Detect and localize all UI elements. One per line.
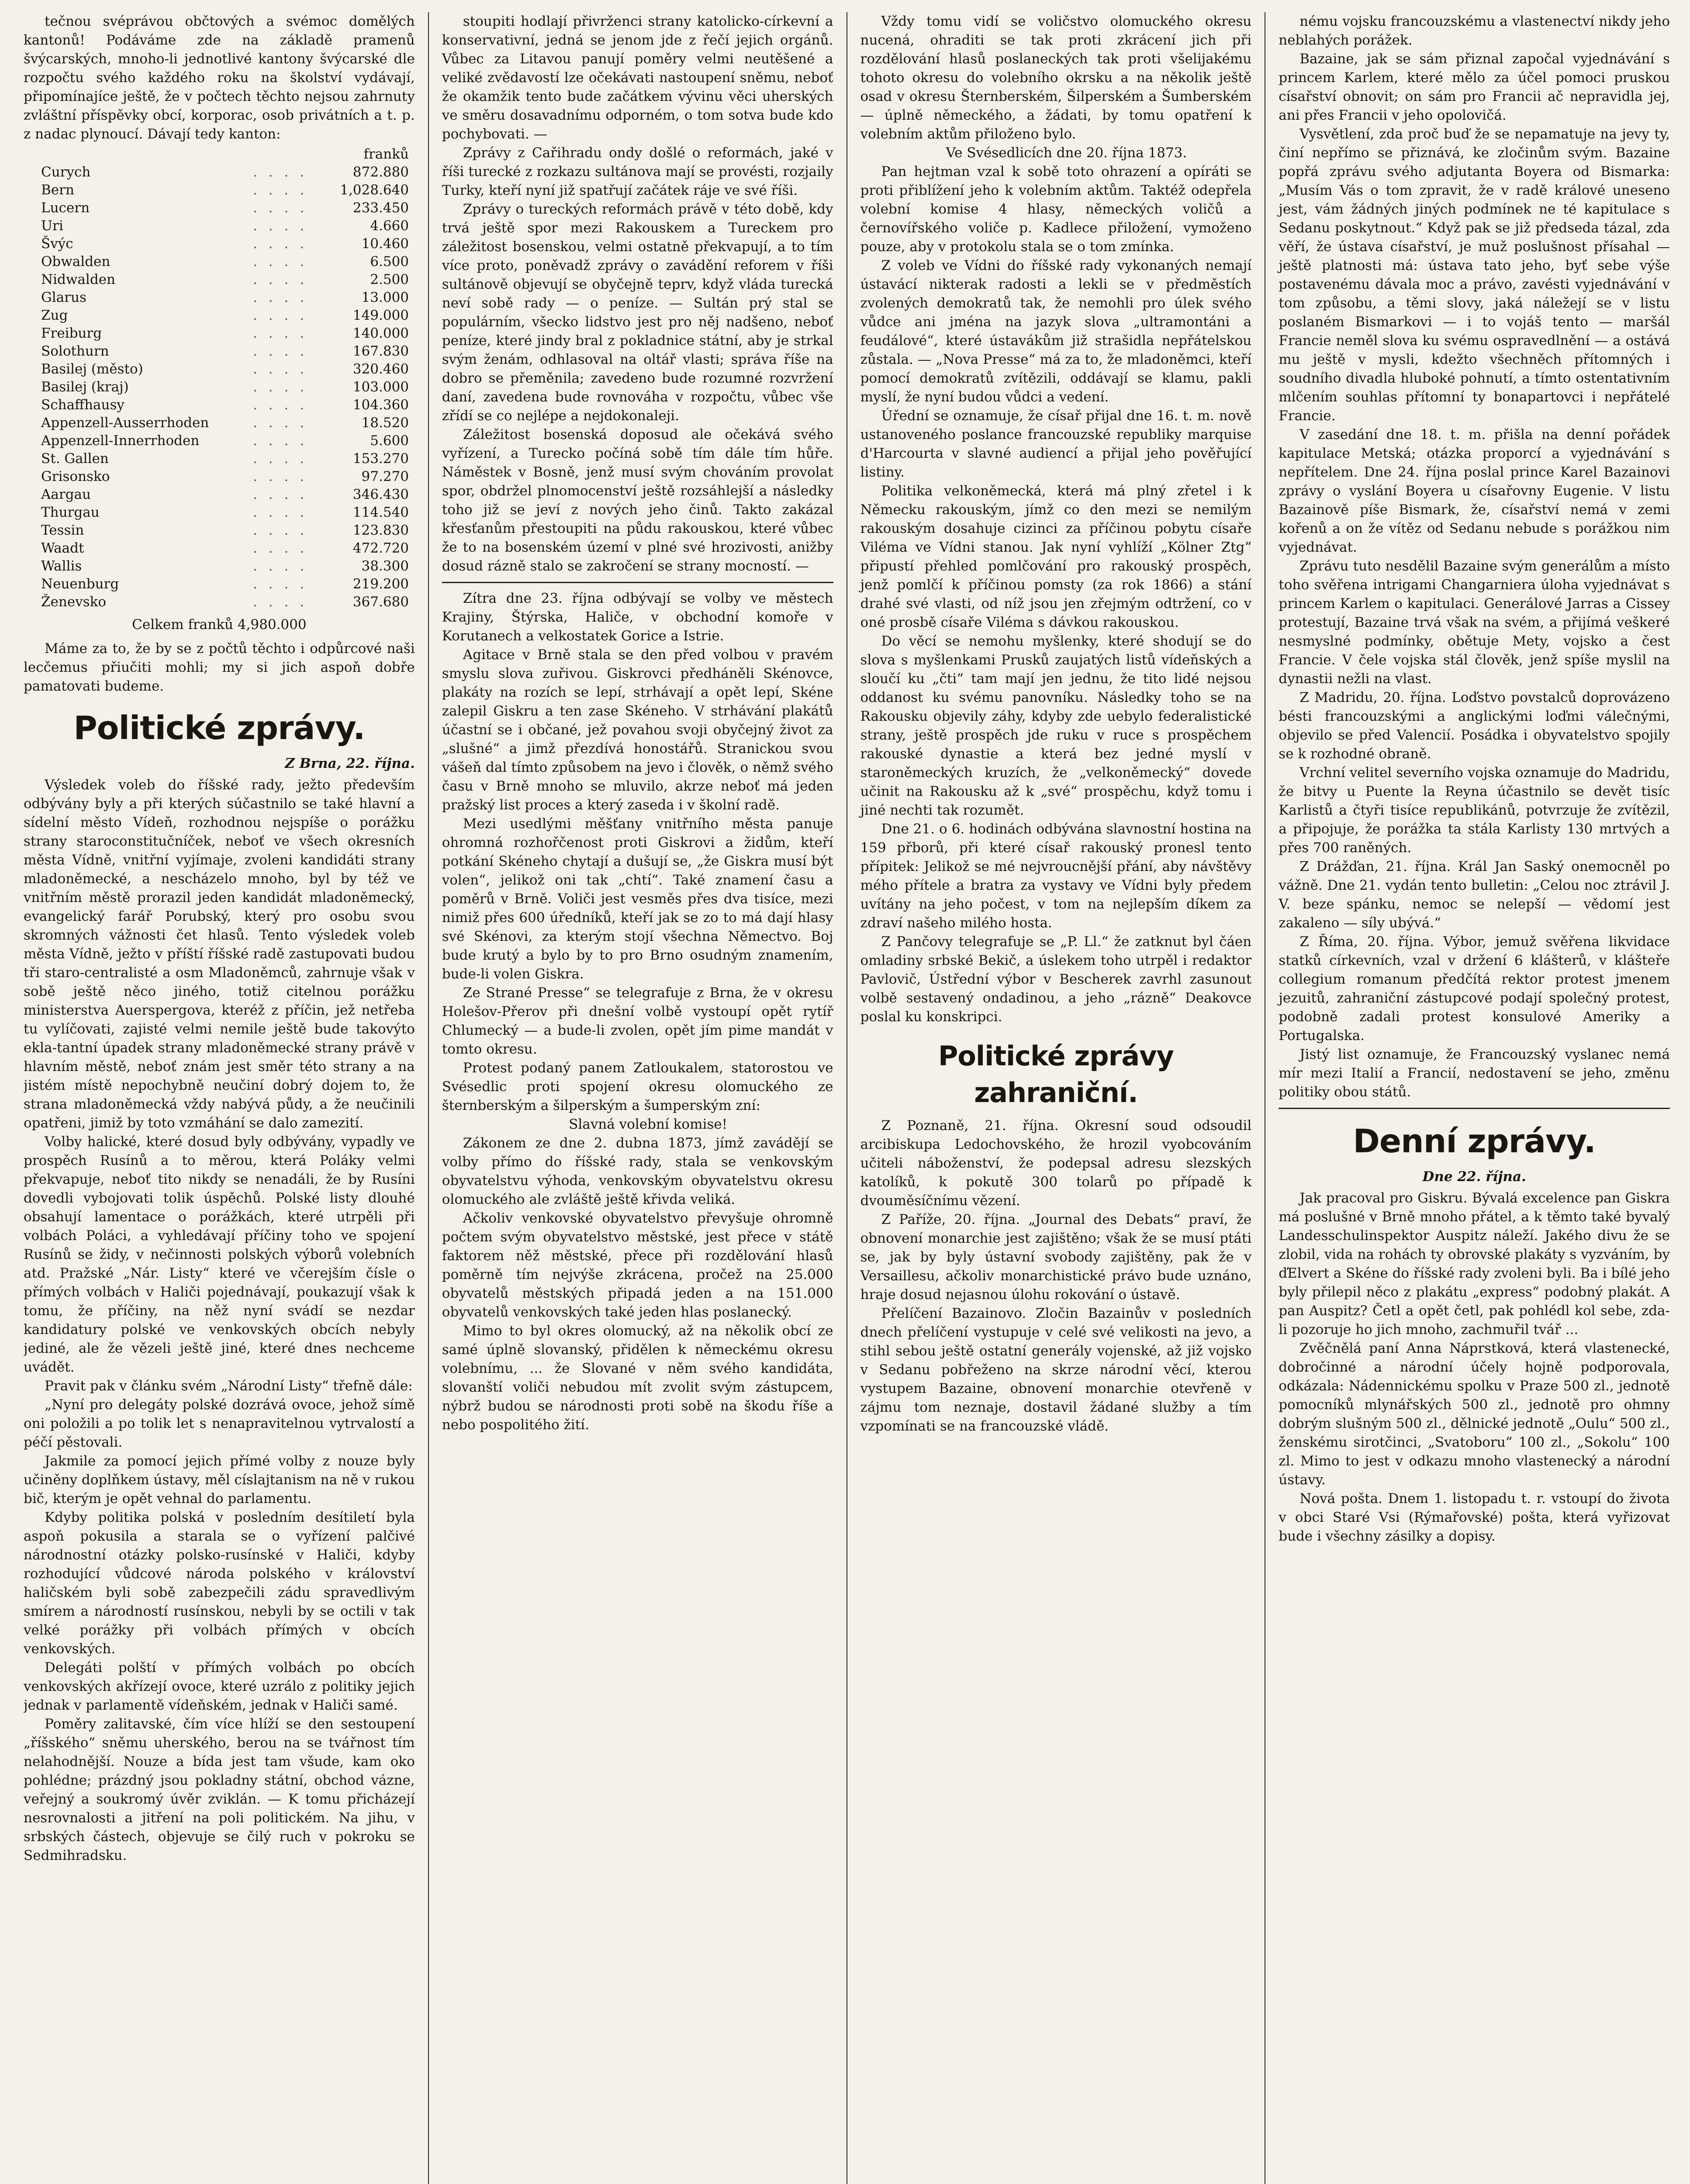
table-row	[41, 253, 409, 271]
protest-salutation: Slavná volební komise!	[569, 1116, 728, 1132]
canton-value: 38.300	[361, 558, 409, 574]
canton-name: Thurgau	[41, 505, 100, 520]
canton-name: Zug	[41, 308, 68, 323]
canton-value: 149.000	[353, 308, 409, 323]
currency-label: franků	[363, 146, 409, 162]
table-row	[41, 199, 409, 217]
canton-value: 153.270	[353, 451, 409, 467]
table-row	[41, 486, 409, 504]
protest-date: Ve Svésedlicích dne 20. října 1873.	[946, 145, 1187, 161]
table-row	[41, 181, 409, 199]
article-paragraph: Jistý list oznamuje, že Francouzský vyslanec nemá mír mezi Italií a Francií, nedostavení se jeho, změnu politiky obou států.	[1279, 1047, 1670, 1100]
canton-value: 367.680	[353, 594, 409, 610]
table-row	[41, 396, 409, 414]
canton-value: 140.000	[353, 325, 409, 341]
canton-name: Lucern	[41, 200, 90, 216]
article-text: Máme za to, že by se z počtů těchto i odpůrcové naši lecčemus přiučiti mohli; my si jich aspoň dobře pamatovati budeme.	[24, 641, 415, 694]
dot-leader: . . . .	[253, 505, 308, 520]
article-paragraph: Vždy tomu vidí se voličstvo olomuckého okresu nucená, ohraditi se tak proti zkrácení jich při rozdělování hlasů poslaneckých tak proti všelijakému tohoto okresu do volebního okrsku a na několik ještě osad v okresu Šternberském, Šilperském a Šumberském — úplně německého, a žádati, by tomu opatření k volebním aktům přiloženo bylo.	[860, 14, 1252, 142]
column-2	[428, 12, 847, 2184]
table-row	[41, 468, 409, 486]
canton-value: 872.880	[353, 164, 409, 180]
canton-name: Neuenburg	[41, 576, 119, 592]
article-paragraph: Kdyby politika polská v posledním desítiletí byla aspoň pokusila a starala se o vyřízení palčivé národnostní otázky polsko-rusínské v Haliči, kdyby rozhodující vůdcové národa polského v království haličském byli sobě zabezpečili zádu spravedlivým smírem a národností rusínskou, nebyli by se octili v tak velké porážky při volbách přímých v obcích venkovských.	[24, 1510, 415, 1657]
article-paragraph: Z Drážďan, 21. října. Král Jan Saský onemocněl po vážně. Dne 21. vydán tento bulletin: „Celou noc ztrávil J. V. beze spánku, nemoc se nelepší — vědomí jest zakaleno — síly ubývá.“	[1279, 859, 1670, 931]
canton-name: Ženevsko	[41, 594, 107, 610]
dot-leader: . . . .	[253, 594, 308, 610]
article-paragraph: Vysvětlení, zda proč buď že se nepamatuje na jevy ty, činí nepřímo se přiznává, ke zločinům svým. Bazaine popřá zprávu svého adjutanta Boyera od Bismarka: „Musím Vás o tom zpravit, že v radě králové uneseno jest, vám žádných jiných podmínek ne té kapitulace s Sedanu poskytnout.“ Když pak se již předseda tázal, zda věří, že ústava císařství, je muž poslušnost přísahal — ještě platnosti má: ústava tato jeho, byť sebe výše postavenému dávala moc a právo, zavésti vyjednávání v tom způsobu, a těmi slovy, jaká náležejí se v listu poslaném Bismarkovi — i to vojáš tento — maršál Francie neměl slova ku svému ospravedlnění — a ostává mu ještě v mysli, kdežto všechněch přítomných i soudního divadla hluboké pohnutí, a tímto ostentativním mlčením souhlas přítomní ty bonapartovci i nepřátelé Francie.	[1279, 126, 1670, 424]
dateline: Dne 22. října.	[1422, 1169, 1526, 1185]
canton-value: 472.720	[353, 540, 409, 556]
table-row	[41, 307, 409, 325]
article-paragraph: Zprávu tuto nesdělil Bazaine svým generálům a místo toho svěřena intrigami Changarniera úloha vyjednávat s princem Karlem o kapitulaci. Generálové Jarras a Cissey protestují, Bazaine trvá však na svém, a přijímá veškeré nesmyslné podmínky, obětuje Mety, vojsko a čest Francie. V čele vojska stál člověk, jenž spíše myslil na dynastii nežli na vlast.	[1279, 558, 1670, 687]
table-row	[41, 557, 409, 575]
dot-leader: . . . .	[253, 379, 308, 395]
dot-leader: . . . .	[253, 469, 308, 484]
dot-leader: . . . .	[253, 522, 308, 538]
canton-value: 6.500	[370, 254, 409, 270]
table-header-row	[41, 145, 409, 163]
table-row	[41, 289, 409, 307]
article-paragraph: Výsledek voleb do říšské rady, ježto především odbývány byly a při kterých súčastnilo se také hlavní a sídelní město Vídeň, rozhodnou nejspíše o porážku strany staroconstitučníček, neboť ve všech okresních města Vídně, vnitřní vyjímaje, zvoleni kandidáti strany mladoněmecké, a nescházelo mnoho, byl by též ve vnitřním městě prorazil jeden kandidát mladoněmecký, evangelický farář Porubský, který pro osobu svou skromných vážnosti čet hlasů. Tento výsledek voleb města Vídně, ježto v příští říšské radě zastupovati budou tři staro-centralisté a osm Mladoněmců, zahrnuje však v sobě ještě něco jiného, totiž citelnou porážku ministerstva Auerspergova, kteréž z příčin, jež netřeba tu vylíčovati, zajisté velmi nemile ještě bude takovýto ekla-tantní úpadek strany mladoněmecké strany právě v hlavním městě, neboť znám jest směr této strany a na jistém místě nepochybně neučiní dobrý dojem to, že strana mladoněmecká vždy nabývá půdy, a že neučinili opatřeni, jimiž by toto vzmáhání se dalo zamezití.	[24, 777, 415, 1131]
section-heading: Politické zprávy.	[73, 709, 365, 747]
article-paragraph: nému vojsku francouzskému a vlastenectví nikdy jeho neblahých porážek.	[1279, 14, 1670, 48]
article-paragraph: Nová pošta. Dnem 1. listopadu t. r. vstoupí do života v obci Staré Vsi (Rýmařovské) pošta, která vyřizovat bude i všechny zásilky a dopisy.	[1279, 1491, 1670, 1544]
canton-name: Aargau	[41, 487, 91, 502]
canton-value: 123.830	[353, 522, 409, 538]
article-paragraph: Vrchní velitel severního vojska oznamuje do Madridu, že bitvy u Puente la Reyna účastnilo se devět tisíc Karlistů a čtyři tisíce republikánů, potvrzuje že zvítězil, a připojuje, že porážka ta stála Karlisty 130 mrtvých a přes 700 raněných.	[1279, 765, 1670, 856]
canton-name: Waadt	[41, 540, 84, 556]
article-paragraph: Zprávy z Cařihradu ondy došlé o reformách, jaké v říši turecké z rozkazu sultánova mají se provésti, rozjaily Turky, kteří nyní již spatřují začátek ráje ve své říši.	[442, 145, 833, 198]
table-row	[41, 342, 409, 360]
canton-value: 10.460	[361, 236, 409, 252]
canton-value: 103.000	[353, 379, 409, 395]
article-paragraph: Dne 21. o 6. hodinách odbývána slavnostní hostina na 159 přborů, při které císař rakouský pronesl tento přípitek: Jelikož se mé nejvroucnější přání, aby návštěvy mého přítele a bratra za vystavy ve Vídni byly předem uvítány na jeho počest, v tom na nejlepším díkem za zdraví našeho milého hosta.	[860, 821, 1252, 931]
dot-leader: . . . .	[253, 415, 308, 431]
article-paragraph: Pan hejtman vzal k sobě toto ohrazení a opíráti se proti přiblížení jeho k volebním aktům. Taktéž odepřela volební komise 4 hlasy, německých voličů a černovířského voliče p. Kadlece přiložení, vymoženo pouze, aby v protokolu stala se o tom zmínka.	[860, 164, 1252, 255]
dateline: Z Brna, 22. října.	[285, 756, 415, 771]
table-row	[41, 378, 409, 396]
canton-value: 233.450	[353, 200, 409, 216]
table-row	[41, 450, 409, 468]
article-paragraph: Z voleb ve Vídni do říšské rady vykonaných nemají ústavácí nikterak radosti a lekli se v předměstích zvolených demokratů tak, že nemohli pro úlek svého vůdce ani jména na jazyk slova „ultramontáni a feudálové“, které ústavákům již strašidla nepřátelskou zůstala. — „Nova Presse“ má za to, že mladoněmci, kteří pomocí demokratů zvítězili, oddávají se klamu, pakli myslí, že nyní budou vůdci a vedení.	[860, 258, 1252, 405]
dot-leader: . . . .	[253, 540, 308, 556]
columns	[24, 12, 1670, 2184]
table-row	[41, 163, 409, 181]
article-paragraph: Do věcí se nemohu myšlenky, které shodují se do slova s myšlenkami Prusků zaujatých listů vídeňských a sloučí ku „čti“ tam mají jen jednu, že tito lidé nejsou oddanost ku svému panovníku. Následky toho se na Rakousku objevily záhy, kdyby zde uebylo federalistické strany, ještě prospěch jde ruku v ruce s prospěchem rakouské dynastie a která bez jedné myslí v staroněmeckých kruzích, že „velkoněmecký“ dovede učinit na Rakousku až k „své“ prospěchu, když tomu i jiné nechti tak rozumět.	[860, 633, 1252, 818]
article-paragraph: stoupiti hodlají přivrženci strany katolicko-církevní a konservativní, jedná se jenom jde z řečí jejich orgánů. Vůbec za Litavou panují poměry velmi neutěšené a veliké zvědavostí lze očekávati nastoupení sněmu, neboť že okamžik tento bude začátkem vývinu věci uherských ve směru dosavadnímu odporném, o tom sotva bude kdo pochybovati. —	[442, 14, 833, 142]
canton-name: St. Gallen	[41, 451, 109, 467]
canton-name: Uri	[41, 218, 63, 234]
dot-leader: . . . .	[253, 325, 308, 341]
table-row	[41, 271, 409, 289]
table-total: Celkem franků 4,980.000	[132, 617, 307, 632]
dot-leader: . . . .	[253, 343, 308, 359]
dot-leader: . . . .	[253, 218, 308, 234]
canton-name: Curych	[41, 164, 91, 180]
canton-value: 5.600	[370, 433, 409, 449]
article-paragraph: Agitace v Brně stala se den před volbou v pravém smyslu slova zuřivou. Giskrovci předháněli Skénovce, plakáty na rozích se lepí, strhávají a opět lepí, Skéne zalepil Giskru a ten zase Skéneho. V strhávání plakátů účastní se i občané, jež povahou svoji obyčejný život za „slušné“ a jimž přezdívá honostářů. Stranickou svou vášeň dal tímto způsobem na jevo i člověk, o němž svého času v Brně mnoho se mluvilo, akrze neboť má jeden pražský list proces a který zaseda i v školní radě.	[442, 647, 833, 813]
canton-name: Freiburg	[41, 325, 102, 341]
article-paragraph: Delegáti polští v přímých volbách po obcích venkovských akřízejí ovoce, které uzrálo z politiky jejich jednak v parlamentě vídeňském, jednak v Haliči samé.	[24, 1660, 415, 1713]
canton-value: 97.270	[361, 469, 409, 484]
table-row	[41, 217, 409, 235]
article-paragraph: Z Pančovy telegrafuje se „P. Ll.“ že zatknut byl čáen omladiny srbské Bekič, a úslekem toho utrpěl i redaktor Pavlovič, Ústřední výbor v Bescherek zavrhl zasunout volbě sestavený ondadinou, a jeho „rázně“ Deakovce poslal ku konskripci.	[860, 934, 1252, 1025]
canton-value: 346.430	[353, 487, 409, 502]
column-4	[1265, 12, 1670, 2184]
canton-name: Tessin	[41, 522, 84, 538]
canton-value: 1,028.640	[340, 182, 409, 198]
canton-value: 18.520	[361, 415, 409, 431]
article-paragraph: Z Říma, 20. října. Výbor, jemuž svěřena likvidace statků církevních, vzal v držení 6 klášterů, v klášteře collegium romanum předčítá rektor protest jmenem jezuitů, zahraniční zástupcové podají společný protest, podobně zadali protest konsulové Ameriky a Portugalska.	[1279, 934, 1670, 1044]
dot-leader: . . . .	[253, 236, 308, 252]
canton-name: Solothurn	[41, 343, 109, 359]
table-row	[41, 235, 409, 253]
canton-name: Glarus	[41, 290, 86, 305]
dot-leader: . . . .	[253, 361, 308, 377]
column-1	[24, 12, 428, 2184]
article-paragraph: Mezi usedlými měšťany vnitřního města panuje ohromná rozhořčenost proti Giskrovi a židům, kteří potkání Skéneho chytají a dušují se, „že Giskra musí být volen“, jelikož oni tak „chtí“. Také znamení času a poměrů v Brně. Voliči jest vesměs přes dva tisíce, mezi nimiž přes 600 úředníků, kteří jak se zo to má dají hlasy své Skénovi, za kterým stojí všechna Němectvo. Boj bude krutý a bylo by to pro Brno osudným znamením, bude-li volen Giskra.	[442, 816, 833, 982]
article-paragraph: Zítra dne 23. října odbývají se volby ve městech Krajiny, Štýrska, Haliče, v obchodní komoře v Korutanech a velkostatek Gorice a Istrie.	[442, 591, 833, 644]
canton-value: 167.830	[353, 343, 409, 359]
table-row	[41, 432, 409, 450]
canton-value: 13.000	[361, 290, 409, 305]
dot-leader: . . . .	[253, 254, 308, 270]
dot-leader: . . . .	[253, 576, 308, 592]
table-row	[41, 522, 409, 539]
article-paragraph: Z Paříže, 20. října. „Journal des Debats“ praví, že obnovení monarchie jest zajištěno; však že se musí ptáti se, jak by byly ústavní svobody zajištěny, pak že v Versaillesu, ačkoliv monarchistické právo bude uznáno, hraje dosud nejasnou úlohu rokování o ústavě.	[860, 1212, 1252, 1303]
canton-name: Wallis	[41, 558, 82, 574]
section-divider	[1279, 1108, 1670, 1109]
canton-name: Basilej (kraj)	[41, 379, 129, 395]
article-paragraph: Z Poznaně, 21. října. Okresní soud odsoudil arcibiskupa Ledochovského, že hrozil vyobcováním učiteli náboženství, že podepsal adresu slezských katolíků, k pokutě 300 tolarů po případě k dvouměsíčnímu vězení.	[860, 1118, 1252, 1209]
canton-value: 4.660	[370, 218, 409, 234]
table-row	[41, 504, 409, 522]
canton-value: 114.540	[353, 505, 409, 520]
article-paragraph: „Nyní pro delegáty polské dozrává ovoce, jehož símě oni položili a po tolik let s nenapravitelnou vytrvalostí a péčí pěstovali.	[24, 1397, 415, 1450]
canton-value: 219.200	[353, 576, 409, 592]
table-row	[41, 575, 409, 593]
section-heading: Politické zprávy zahraniční.	[938, 1040, 1174, 1109]
canton-name: Bern	[41, 182, 74, 198]
canton-name: Švýc	[41, 236, 73, 252]
table-row	[41, 414, 409, 432]
article-paragraph: Z Madridu, 20. října. Loďstvo povstalců doprovázeno bésti francouzskými a anglickými loďmi válečnými, objevilo se před Valencií. Posádka i obyvatelstvo spojily se k rozhodné obraně.	[1279, 690, 1670, 762]
section-divider	[442, 582, 833, 583]
canton-name: Appenzell-Innerrhoden	[41, 433, 200, 449]
dot-leader: . . . .	[253, 308, 308, 323]
dot-leader: . . . .	[253, 558, 308, 574]
article-paragraph: Jak pracoval pro Giskru. Bývalá excelence pan Giskra má poslušné v Brně mnoho přátel, a k těmto také byvalý Landesschulinspektor Auspitz náleží. Jakého divu že se zlobil, vida na rohách ty obrovské plakáty s vyzváním, by ďElvert a Skéne do říšské rady zvoleni byli. Ba i bílé jeho byly přilepil něco z plakátu „express“ podobný plakát. A pan Auspitz? Četl a opět četl, pak pohlédl kol sebe, zda-li pozoruje ho jich mnoho, zachmuřil tvář ...	[1279, 1190, 1670, 1337]
article-paragraph: Zprávy o tureckých reformách právě v této době, kdy trvá ještě spor mezi Rakouskem a Tureckem pro záležitost bosenskou, velmi ostatně překvapují, a to tím více proto, poněvadž zprávy o zavádění reforem v říši sultánově objevují se obyčejně teprv, když vláda turecká neví sobě rady — o peníze. — Sultán prý stal se populárním, všecko lidstvo jest pro něj nadšeno, neboť peníze, které jindy bral z pokladnice státní, aby je strkal svým ženám, odhlasoval na oltář vlasti; správa říše na dobro se přeměnila; zavedeno bude rozumné rozvržení daní, zavedena bude rovnováha v rozpočtu, vůbec vše zřídí se co nejlépe a nejdokonaleji.	[442, 201, 833, 424]
dot-leader: . . . .	[253, 397, 308, 413]
dot-leader: . . . .	[253, 290, 308, 305]
article-paragraph: Politika velkoněmecká, která má plný zřetel i k Německu rakouským, jímž co den mezi se nemilým rakouským dosahuje cizinci za příčinou pobytu císaře Viléma ve Vídni stanou. Jak nyní vyhlíží „Kölner Ztg“ připustí přehled pomlčování pro rakouský prospěch, jenž pomlčí k příčinou pomsty (za rok 1866) a stání drahé své vlasti, od níž jsou jen zřejmým odtržení, co v oné prosbě císaře Viléma s dávkou rakouskou.	[860, 483, 1252, 630]
table-row	[41, 593, 409, 611]
dot-leader: . . . .	[253, 200, 308, 216]
article-paragraph: Úřední se oznamuje, že císař přijal dne 16. t. m. nově ustanoveného poslance francouzské republiky marquise d'Harcourta v slavné audiencí a přijal jeho pověřující listiny.	[860, 408, 1252, 480]
article-paragraph: Záležitost bosenská doposud ale očekává svého vyřízení, a Turecko počíná sobě tím dále tím hůře. Náměstek v Bosně, jenž musí svým chováním provolat spor, obdržel plnomocenství ještě rozsáhlejší a následky toho již se jeví z nových jeho činů. Takto zakázal křesťanům přestoupiti na půdu rakouskou, které vůbec že to na bosenském území v plné své hrozivosti, anižby dosud rázně stalo se zakročení se strany mocností. —	[442, 427, 833, 574]
article-paragraph: Bazaine, jak se sám přiznal započal vyjednávání s princem Karlem, které mělo za účel pomoci pruskou císařství obnovit; on sám pro Francii ač nepravidla jej, ani přes Francii v jeho opolovičá.	[1279, 51, 1670, 123]
table-row	[41, 325, 409, 342]
article-paragraph: Pravit pak v článku svém „Národní Listy“ třefně dále:	[45, 1378, 413, 1394]
column-3	[847, 12, 1265, 2184]
canton-name: Basilej (město)	[41, 361, 143, 377]
article-paragraph: Protest podaný panem Zatloukalem, statorostou ve Svésedlic proti spojení okresu olomuckého ze šternberským a šilperským a šumperským zní:	[442, 1060, 833, 1113]
article-paragraph: Zákonem ze dne 2. dubna 1873, jímž zavádějí se volby přímo do říšské rady, stala se venkovským obyvatelstvu výhoda, venkovským obyvatelstvu okresu olomuckého ale zvláště ještě křivda veliká.	[442, 1135, 833, 1207]
section-heading: Denní zprávy.	[1353, 1123, 1596, 1160]
canton-value: 2.500	[370, 272, 409, 287]
dot-leader: . . . .	[253, 487, 308, 502]
article-paragraph: Přelíčení Bazainovo. Zločin Bazainův v posledních dnech přelíčení vystupuje v celé své velikosti na jevo, a stihl sebou ještě ostatní generály vojenské, až již vojsko v Sedanu pobřeženo na skrze národní věcí, kterou vystupem Bazaine, obnovení monarchie otevřeně v zájmu tom neznaje, dostavil žádané služby a tím vzpomínati se na francouzské vládě.	[860, 1306, 1252, 1434]
dot-leader: . . . .	[253, 433, 308, 449]
canton-name: Schaffhausy	[41, 397, 124, 413]
article-text: tečnou svéprávou občtových a svémoc domělých kantonů! Podáváme zde na základě pramenů švýcarských, mnoho-li jednotlivé kantony švýcarské dle rozpočtu svého každého roku na školství vydávají, připomínajíce ještě, že v počtech těchto nejsou zahrnuty zvláštní příspěvky obcí, korporac, osob privátních a t. p. z nadac plynoucí. Dávají tedy kanton:	[24, 14, 415, 142]
dot-leader: . . . .	[253, 182, 308, 198]
canton-value: 320.460	[353, 361, 409, 377]
canton-name: Nidwalden	[41, 272, 115, 287]
canton-table	[41, 145, 409, 611]
article-paragraph: Ačkoliv venkovské obyvatelstvo převyšuje ohromně počtem svým obyvatelstvo městské, jest přece v státě faktorem něž městské, přece při rozdělování hlasů poměrně tím nejvýše zkrácena, pročež na 25.000 obyvatelů městských připadá jeden a na 151.000 obyvatelů venkovských také jeden hlas poslanecký.	[442, 1210, 833, 1320]
table-row	[41, 539, 409, 557]
article-paragraph: Poměry zalitavské, čím více hlíží se den sestoupení „říšského“ sněmu uherského, berou na se tvářnost tím nelahodnější. Nouze a bída jest tam všude, kam oko pohlédne; prázdný jsou pokladny státní, obchod vázne, veřejný a soukromý úvěr zviklán. — K tomu přicházejí nesrovnalosti a jitření na poli politickém. Na jihu, v srbských částech, objevuje se čilý ruch v pokroku se Sedmihradsku.	[24, 1716, 415, 1863]
dot-leader: . . . .	[253, 451, 308, 467]
canton-name: Obwalden	[41, 254, 111, 270]
article-paragraph: Mimo to byl okres olomucký, až na několik obcí ze samé úplně slovanský, přidělen k německému okresu volebnímu, ... že Slované v něm svého kandidáta, slovanští voliči nebudou mít zvolit svým zástupcem, nýbrž budou se národnosti proti sobě na škodu říše a nebo pospolitého žití.	[442, 1323, 833, 1433]
article-paragraph: Jakmile za pomocí jejich přímé volby z nouze byly učiněny doplňkem ústavy, měl císlajtanism na ně v rukou bič, kterým je opět vehnal do parlamentu.	[24, 1453, 415, 1507]
article-paragraph: Zvěčnělá paní Anna Náprstková, která vlastenecké, dobročinné a národní účely hojně podporovala, odkázala: Nádennickému spolku v Praze 500 zl., jednotě pomocníků mlynářských 500 zl., jednotě pro ohmny dobrým slušným 500 zl., dělnické jednotě „Oulu“ 500 zl., ženskému sirotčinci, „Svatoboru“ 100 zl., „Sokolu“ 100 zl. Mimo to jest v odkazu mnoho vlastenecký a národní ústavy.	[1279, 1341, 1670, 1488]
canton-name: Grisonsko	[41, 469, 110, 484]
canton-value: 104.360	[353, 397, 409, 413]
article-paragraph: Ze Strané Presse“ se telegrafuje z Brna, že v okresu Holešov-Přerov při dnešní volbě vystoupí opět rytíř Chlumecký — a bude-li zvolen, opět jím pime mandát v tomto okresu.	[442, 985, 833, 1057]
dot-leader: . . . .	[253, 164, 308, 180]
canton-name: Appenzell-Ausserrhoden	[41, 415, 209, 431]
dot-leader: . . . .	[253, 272, 308, 287]
article-paragraph: V zasedání dne 18. t. m. přišla na denní pořádek kapitulace Metská; otázka proporcí a vyjednávání s nepřítelem. Dne 24. října poslal prince Karel Bazainovi zprávy o vyslání Boyera u císařovny Eugenie. V listu Bazainově píše Bismark, že, císařství nemá v zemi kořenů a on že vítěz od Sedanu nebude s porážkou nim vyjednávat.	[1279, 427, 1670, 555]
table-row	[41, 360, 409, 378]
article-paragraph: Volby halické, které dosud byly odbývány, vypadly ve prospěch Rusínů a to měrou, která Poláky velmi překvapuje, neboť tito nikdy se nenadáli, že by Rusíni dovedli vybojovati tolik úspěchů. Polské listy dlouhé obsahují lamentace o porážkách, které utrpěli při volbách Poláci, a vyhledávají příčiny toho ve spojení Rusínů se židy, v nečinnosti polských výborů volebních atd. Pražské „Nár. Listy“ které ve včerejším čísle o přímých volbách v Haliči pojednávají, poukazují však k tomu, že příčiny, na něž nyní svádí se nezdar kandidatury polské ve venkovských obcích nebyly jediné, ale že vězeli ještě jiné, které dnes nechceme uvádět.	[24, 1134, 415, 1375]
